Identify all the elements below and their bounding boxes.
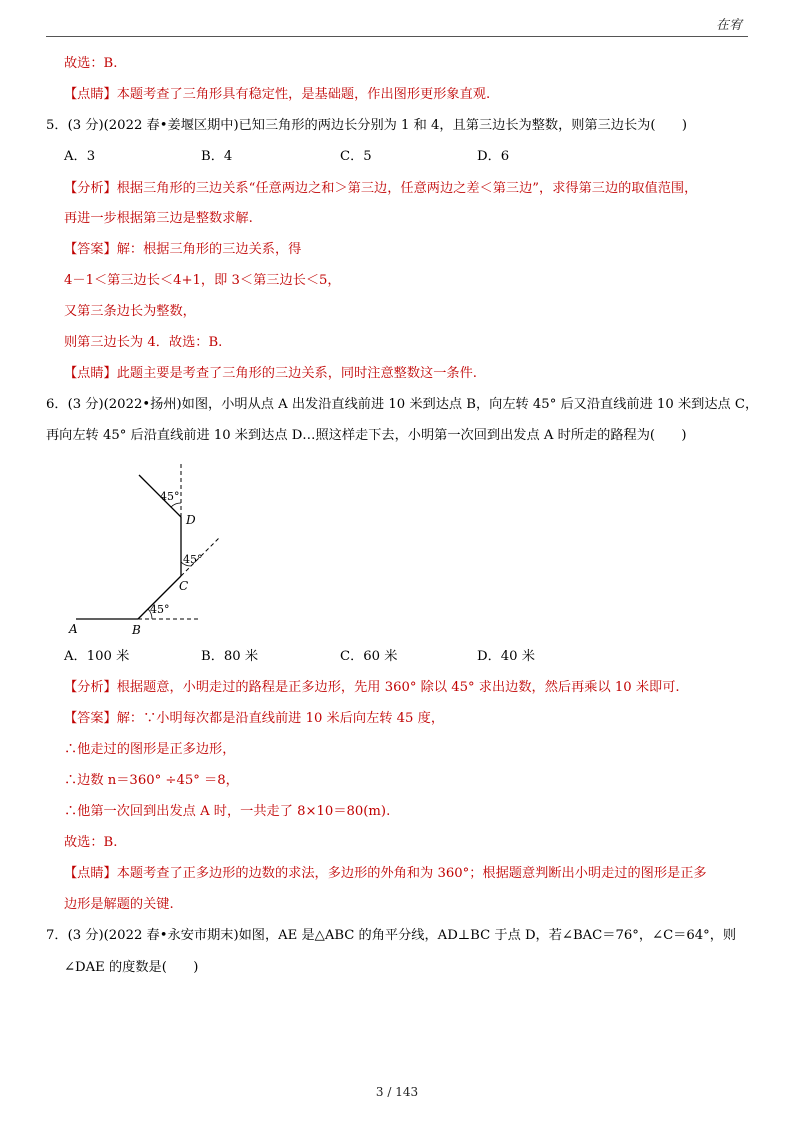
q6-step-2: ∴边数 n＝360° ÷45° ＝8， bbox=[64, 773, 239, 788]
q4-comment: 【点睛】本题考查了三角形具有稳定性，是基础题，作出图形更形象直观. bbox=[64, 87, 491, 102]
q5-step-2: 又第三条边长为整数， bbox=[64, 304, 196, 319]
q6-option-b[interactable]: B．80 米 bbox=[201, 649, 259, 664]
q6-stem-2: 再向左转 45° 后沿直线前进 10 米到达点 D…照这样走下去，小明第一次回到出发点 A 时所走的路程为( ) bbox=[46, 428, 687, 443]
q5-analysis-1: 【分析】根据三角形的三边关系“任意两边之和＞第三边，任意两边之差＜第三边”，求得第三边的取值范围， bbox=[64, 181, 698, 196]
point-d-label: D bbox=[186, 513, 196, 527]
q7-stem-1: 7．(3 分)(2022 春•永安市期末)如图，AE 是△ABC 的角平分线，AD⊥BC 于点 D，若∠BAC＝76°，∠C＝64°，则 bbox=[46, 928, 737, 943]
angle-label-b: 45° bbox=[150, 603, 170, 616]
q5-step-1: 4－1＜第三边长＜4+1，即 3＜第三边长＜5， bbox=[64, 273, 341, 288]
header-rule bbox=[46, 36, 748, 37]
q6-option-c[interactable]: C．60 米 bbox=[340, 649, 398, 664]
q6-step-1: ∴他走过的图形是正多边形， bbox=[64, 742, 236, 757]
q6-option-a[interactable]: A．100 米 bbox=[64, 649, 130, 664]
q5-step-3: 则第三边长为 4．故选：B. bbox=[64, 335, 223, 350]
angle-label-d: 45° bbox=[160, 490, 180, 503]
q7-stem-2: ∠DAE 的度数是( ) bbox=[64, 960, 199, 975]
q6-step-3: ∴他第一次回到出发点 A 时，一共走了 8×10＝80(m). bbox=[64, 804, 391, 819]
q6-comment-2: 边形是解题的关键. bbox=[64, 897, 174, 912]
q6-option-d[interactable]: D．40 米 bbox=[477, 649, 535, 664]
q5-analysis-2: 再进一步根据第三边是整数求解. bbox=[64, 211, 253, 226]
header-tag: 在宥 bbox=[715, 18, 742, 33]
point-c-label: C bbox=[179, 579, 189, 593]
q6-step-4: 故选：B. bbox=[64, 835, 118, 850]
q5-comment: 【点睛】此题主要是考查了三角形的三边关系，同时注意整数这一条件. bbox=[64, 366, 478, 381]
q6-comment-1: 【点睛】本题考查了正多边形的边数的求法，多边形的外角和为 360°；根据题意判断出小明走过的图形是正多 bbox=[64, 866, 707, 881]
q6-stem-1: 6．(3 分)(2022•扬州)如图，小明从点 A 出发沿直线前进 10 米到达点 B，向左转 45° 后又沿直线前进 10 米到达点 C， bbox=[46, 397, 759, 412]
q5-option-c[interactable]: C．5 bbox=[340, 149, 372, 164]
q5-answer: 【答案】解：根据三角形的三边关系，得 bbox=[64, 242, 302, 257]
q6-answer: 【答案】解：∵小明每次都是沿直线前进 10 米后向左转 45 度， bbox=[64, 711, 445, 726]
angle-label-c: 45° bbox=[183, 553, 203, 566]
q5-option-a[interactable]: A．3 bbox=[64, 149, 96, 164]
q5-stem: 5．(3 分)(2022 春•姜堰区期中)已知三角形的两边长分别为 1 和 4，且第三边长为整数，则第三边长为( ) bbox=[46, 118, 688, 133]
q6-analysis: 【分析】根据题意，小明走过的路程是正多边形，先用 360° 除以 45° 求出边数，然后再乘以 10 米即可. bbox=[64, 680, 680, 695]
q5-option-b[interactable]: B．4 bbox=[201, 149, 233, 164]
point-a-label: A bbox=[69, 622, 78, 636]
q6-figure bbox=[60, 455, 240, 640]
point-b-label: B bbox=[132, 623, 141, 637]
page-number: 3 / 143 bbox=[375, 1085, 419, 1099]
q4-choice: 故选：B. bbox=[64, 56, 118, 71]
q5-option-d[interactable]: D．6 bbox=[477, 149, 510, 164]
